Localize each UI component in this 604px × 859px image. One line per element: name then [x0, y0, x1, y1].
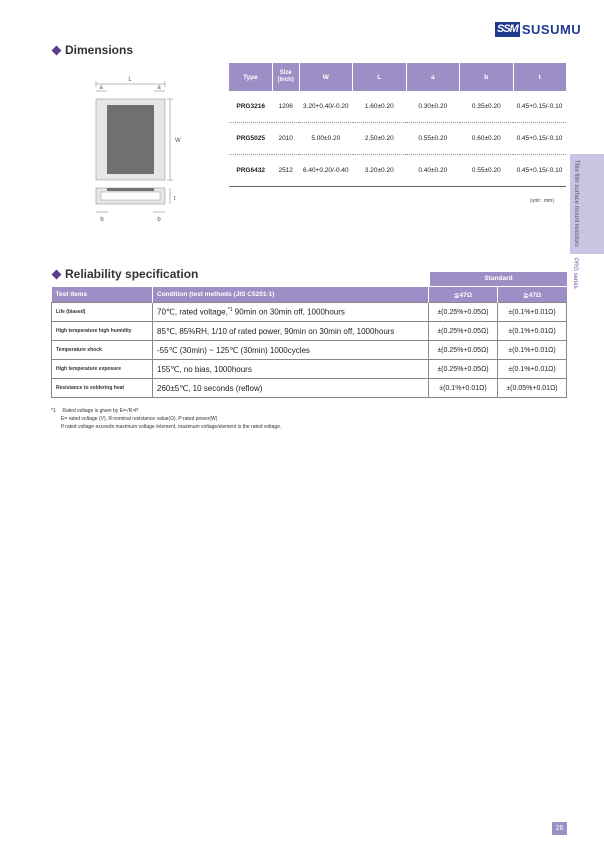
b-label-right: b: [157, 217, 161, 223]
reliability-heading-text: Reliability specification: [65, 267, 199, 281]
col-size: Size (inch): [272, 63, 299, 91]
col-b: b: [460, 63, 513, 91]
l-label: L: [128, 77, 132, 83]
footnote-line-1: *1 Rated voltage is given by E=√R×P: [51, 408, 139, 414]
page-number: 26: [552, 822, 567, 835]
footnote-line-3: If rated voltage exceeds maximum voltage /element, maximum voltage/element is the rated voltage.: [61, 424, 282, 430]
table-row: Life (biased) 70℃, rated voltage,$^{*1}$ 90min on 30min off, 1000hours ±(0.25%+0.05Ω) ±(0.1%+0.01Ω): [52, 303, 567, 322]
col-w: W: [299, 63, 352, 91]
dimensions-header-row: [229, 63, 566, 91]
table-row: Resistance to soldering heat 260±5℃, 10 seconds (reflow) ±(0.1%+0.01Ω) ±(0.05%+0.01Ω): [52, 379, 567, 398]
b-label-left: b: [100, 217, 104, 223]
side-series-text: PRG series: [572, 258, 578, 289]
side-category-tab: [570, 154, 604, 254]
brand-logo: [495, 20, 581, 38]
unit-note: (unit : mm): [530, 198, 554, 204]
table-row: High temperature exposure 155℃, no bias, 1000hours ±(0.25%+0.05Ω) ±(0.1%+0.01Ω): [52, 360, 567, 379]
dimensions-table: [229, 63, 566, 187]
w-label: W: [175, 138, 181, 144]
col-l: L: [353, 63, 406, 91]
t-label: t: [174, 196, 176, 202]
resistive-element: [107, 105, 154, 174]
col-t: t: [513, 63, 566, 91]
table-row: Temperature shock -55℃ (30min) ~ 125℃ (30min) 1000cycles ±(0.25%+0.05Ω) ±(0.1%+0.01Ω): [52, 341, 567, 360]
footnote-line-2: E= rated voltage (V), R:nominal resistance value(Ω), P:rated power(W): [61, 416, 218, 422]
logo-text: SUSUMU: [521, 21, 582, 37]
a-label-left: a: [99, 85, 103, 91]
col-a: a: [406, 63, 459, 91]
diamond-bullet-icon: [52, 45, 62, 55]
col-test-items: Test items: [52, 287, 153, 303]
table-row: High temperature high humidity 85℃, 85%RH, 1/10 of rated power, 90min on 30min off, 1000hours ±(0.25%+0.05Ω) ±(0.1%+0.01Ω): [52, 322, 567, 341]
table-row: PRG3216 1206 3.20+0.40/-0.20 1.60±0.20 0.30±0.20 0.35±0.20 0.45+0.15/-0.10: [229, 91, 566, 123]
col-type: Type: [229, 63, 272, 91]
side-category-text: Thin film surface mount resistors: [573, 160, 579, 247]
table-row: PRG5025 2010 5.00±0.20 2.50±0.20 0.55±0.20 0.60±0.20 0.45+0.15/-0.10: [229, 123, 566, 155]
logo-mark: SSM: [497, 22, 518, 35]
diamond-bullet-icon: [52, 269, 62, 279]
reliability-table: [51, 287, 567, 398]
table-row: PRG6432 2512 6.40+0.20/-0.40 3.20±0.20 0.40±0.20 0.55±0.20 0.45+0.15/-0.10: [229, 155, 566, 187]
dimensions-heading: [51, 43, 133, 57]
footnotes: [51, 407, 281, 431]
col-std-high: ≧47Ω: [498, 287, 567, 303]
col-std-low: ≦47Ω: [429, 287, 498, 303]
a-label-right: a: [157, 85, 161, 91]
standard-header: Standard: [430, 272, 567, 286]
chip-dimension-diagram: [88, 72, 188, 227]
reliability-heading: [51, 267, 198, 281]
dimensions-heading-text: Dimensions: [65, 43, 134, 57]
col-condition: Condition (test methods (JIS C5201-1): [153, 287, 429, 303]
reliability-header-row: [52, 287, 567, 303]
